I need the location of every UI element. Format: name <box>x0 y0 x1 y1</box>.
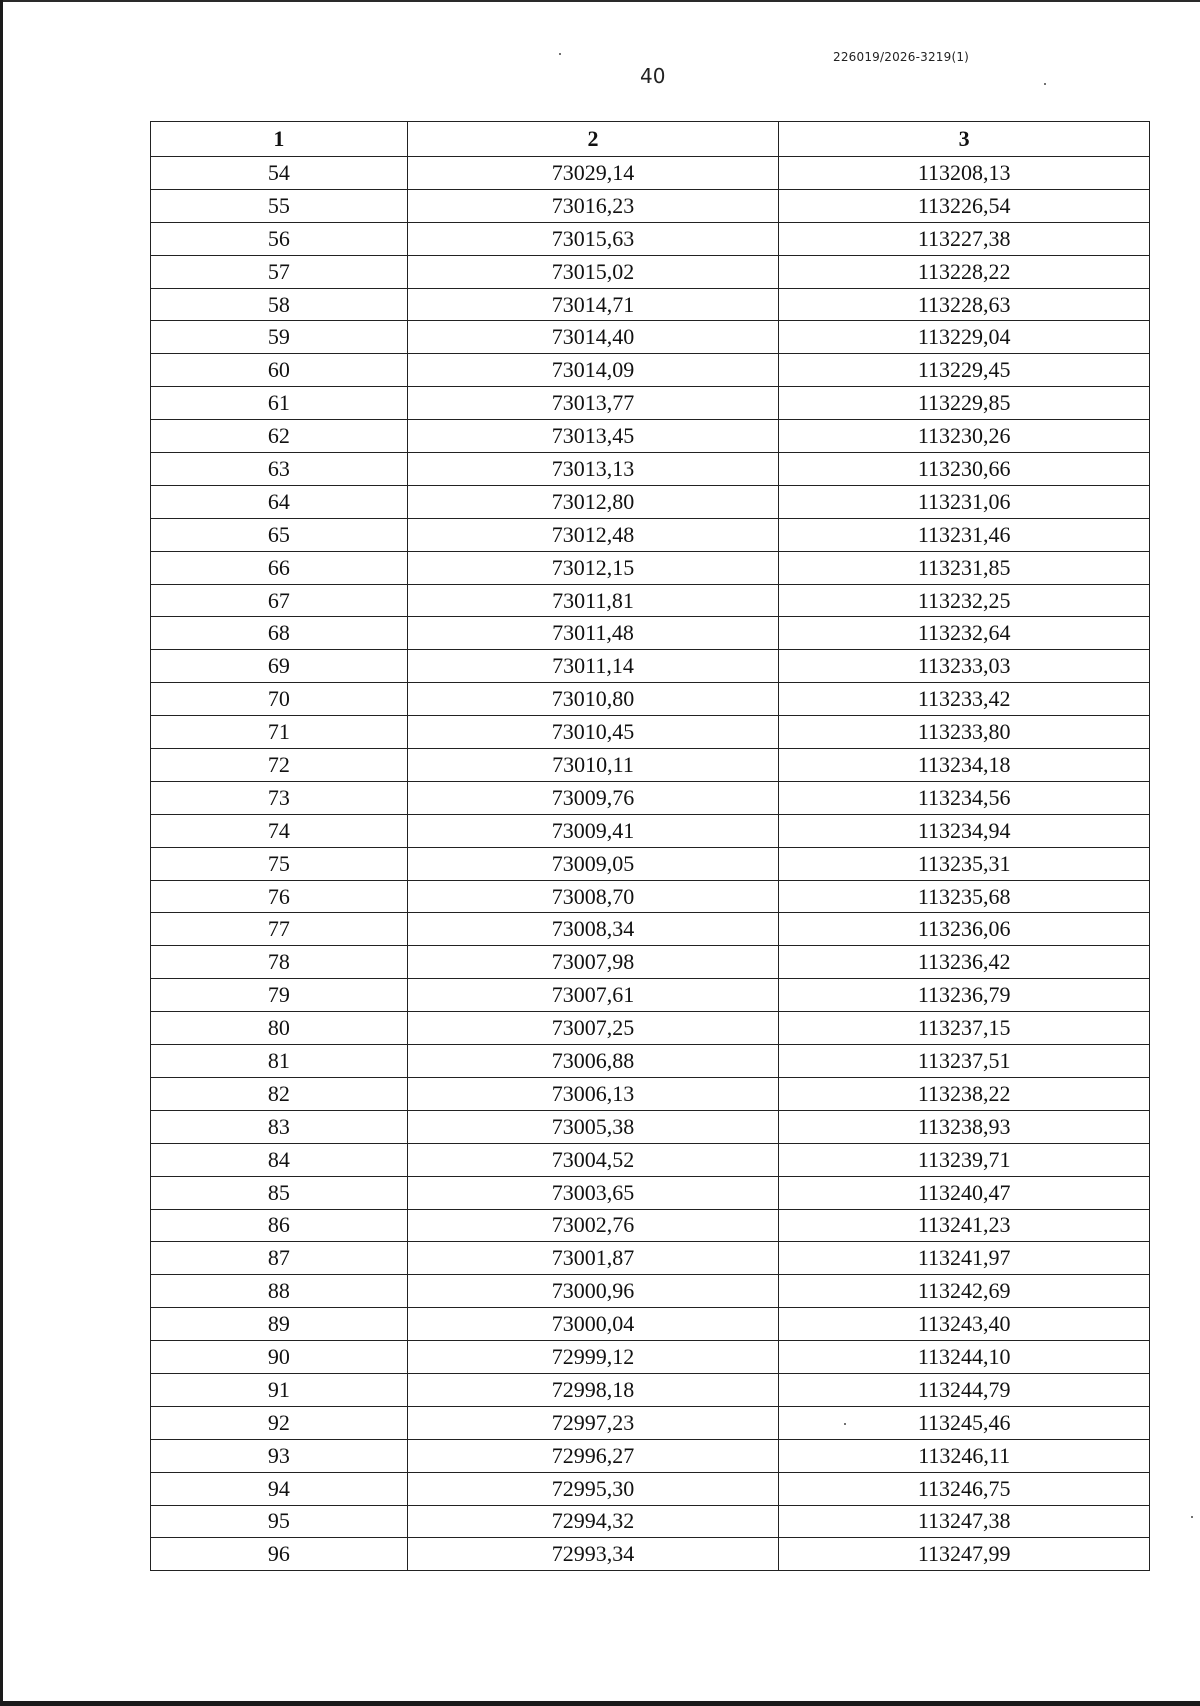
y-coordinate-cell: 113231,06 <box>779 485 1150 518</box>
x-coordinate-cell: 73013,45 <box>407 420 779 453</box>
point-number-cell: 57 <box>151 255 408 288</box>
y-coordinate-cell: 113246,11 <box>779 1439 1150 1472</box>
x-coordinate-cell: 72996,27 <box>407 1439 779 1472</box>
table-row <box>151 255 1150 288</box>
x-coordinate-cell: 73009,41 <box>407 814 779 847</box>
x-coordinate-cell: 72998,18 <box>407 1373 779 1406</box>
scan-speck <box>1191 1516 1193 1518</box>
x-coordinate-cell: 73009,05 <box>407 847 779 880</box>
y-coordinate-cell: 113228,63 <box>779 288 1150 321</box>
table-row <box>151 1176 1150 1209</box>
point-number-cell: 71 <box>151 716 408 749</box>
x-coordinate-cell: 72999,12 <box>407 1341 779 1374</box>
x-coordinate-cell: 73003,65 <box>407 1176 779 1209</box>
table-row <box>151 1505 1150 1538</box>
point-number-cell: 80 <box>151 1012 408 1045</box>
y-coordinate-cell: 113229,85 <box>779 387 1150 420</box>
table-row <box>151 222 1150 255</box>
table-row <box>151 551 1150 584</box>
point-number-cell: 83 <box>151 1110 408 1143</box>
point-number-cell: 69 <box>151 650 408 683</box>
y-coordinate-cell: 113247,38 <box>779 1505 1150 1538</box>
point-number-cell: 77 <box>151 913 408 946</box>
table-row <box>151 157 1150 190</box>
y-coordinate-cell: 113235,31 <box>779 847 1150 880</box>
point-number-cell: 64 <box>151 485 408 518</box>
y-coordinate-cell: 113236,42 <box>779 946 1150 979</box>
scan-top-edge <box>0 0 1200 2</box>
point-number-cell: 90 <box>151 1341 408 1374</box>
point-number-cell: 81 <box>151 1045 408 1078</box>
point-number-cell: 89 <box>151 1308 408 1341</box>
x-coordinate-cell: 73014,40 <box>407 321 779 354</box>
table-row <box>151 584 1150 617</box>
x-coordinate-cell: 73013,13 <box>407 453 779 486</box>
y-coordinate-cell: 113242,69 <box>779 1275 1150 1308</box>
point-number-cell: 88 <box>151 1275 408 1308</box>
point-number-cell: 58 <box>151 288 408 321</box>
x-coordinate-cell: 73008,70 <box>407 880 779 913</box>
x-coordinate-cell: 73002,76 <box>407 1209 779 1242</box>
x-coordinate-cell: 73004,52 <box>407 1143 779 1176</box>
y-coordinate-cell: 113234,56 <box>779 781 1150 814</box>
point-number-cell: 92 <box>151 1406 408 1439</box>
y-coordinate-cell: 113246,75 <box>779 1472 1150 1505</box>
table-row <box>151 683 1150 716</box>
y-coordinate-cell: 113229,04 <box>779 321 1150 354</box>
table-row <box>151 913 1150 946</box>
y-coordinate-cell: 113233,03 <box>779 650 1150 683</box>
x-coordinate-cell: 73015,63 <box>407 222 779 255</box>
y-coordinate-cell: 113228,22 <box>779 255 1150 288</box>
point-number-cell: 62 <box>151 420 408 453</box>
table-row <box>151 1242 1150 1275</box>
point-number-cell: 65 <box>151 518 408 551</box>
x-coordinate-cell: 73011,48 <box>407 617 779 650</box>
point-number-cell: 70 <box>151 683 408 716</box>
table-row <box>151 420 1150 453</box>
table-row <box>151 189 1150 222</box>
table-row <box>151 387 1150 420</box>
column-header: 3 <box>779 122 1150 157</box>
point-number-cell: 54 <box>151 157 408 190</box>
y-coordinate-cell: 113237,15 <box>779 1012 1150 1045</box>
x-coordinate-cell: 73005,38 <box>407 1110 779 1143</box>
y-coordinate-cell: 113241,23 <box>779 1209 1150 1242</box>
x-coordinate-cell: 73010,80 <box>407 683 779 716</box>
table-row <box>151 1406 1150 1439</box>
x-coordinate-cell: 73009,76 <box>407 781 779 814</box>
x-coordinate-cell: 73012,80 <box>407 485 779 518</box>
table-row <box>151 716 1150 749</box>
point-number-cell: 87 <box>151 1242 408 1275</box>
y-coordinate-cell: 113226,54 <box>779 189 1150 222</box>
x-coordinate-cell: 73008,34 <box>407 913 779 946</box>
x-coordinate-cell: 73007,61 <box>407 979 779 1012</box>
y-coordinate-cell: 113243,40 <box>779 1308 1150 1341</box>
table-row <box>151 749 1150 782</box>
x-coordinate-cell: 72993,34 <box>407 1538 779 1571</box>
x-coordinate-cell: 73007,98 <box>407 946 779 979</box>
table-row <box>151 781 1150 814</box>
table-row <box>151 617 1150 650</box>
table-row <box>151 1110 1150 1143</box>
table-row <box>151 1373 1150 1406</box>
table-row <box>151 1538 1150 1571</box>
point-number-cell: 85 <box>151 1176 408 1209</box>
point-number-cell: 86 <box>151 1209 408 1242</box>
x-coordinate-cell: 73012,48 <box>407 518 779 551</box>
x-coordinate-cell: 73015,02 <box>407 255 779 288</box>
y-coordinate-cell: 113237,51 <box>779 1045 1150 1078</box>
point-number-cell: 59 <box>151 321 408 354</box>
y-coordinate-cell: 113247,99 <box>779 1538 1150 1571</box>
table-row <box>151 979 1150 1012</box>
y-coordinate-cell: 113230,66 <box>779 453 1150 486</box>
point-number-cell: 79 <box>151 979 408 1012</box>
point-number-cell: 63 <box>151 453 408 486</box>
table-row <box>151 1012 1150 1045</box>
table-row <box>151 880 1150 913</box>
column-header: 1 <box>151 122 408 157</box>
x-coordinate-cell: 73014,71 <box>407 288 779 321</box>
table-row <box>151 288 1150 321</box>
point-number-cell: 68 <box>151 617 408 650</box>
x-coordinate-cell: 72995,30 <box>407 1472 779 1505</box>
x-coordinate-cell: 73001,87 <box>407 1242 779 1275</box>
x-coordinate-cell: 73007,25 <box>407 1012 779 1045</box>
x-coordinate-cell: 72994,32 <box>407 1505 779 1538</box>
x-coordinate-cell: 73016,23 <box>407 189 779 222</box>
page-number: 40 <box>640 64 666 88</box>
y-coordinate-cell: 113229,45 <box>779 354 1150 387</box>
table-row <box>151 1341 1150 1374</box>
y-coordinate-cell: 113231,46 <box>779 518 1150 551</box>
y-coordinate-cell: 113240,47 <box>779 1176 1150 1209</box>
table-row <box>151 1143 1150 1176</box>
table-row <box>151 1045 1150 1078</box>
y-coordinate-cell: 113230,26 <box>779 420 1150 453</box>
y-coordinate-cell: 113238,22 <box>779 1077 1150 1110</box>
point-number-cell: 84 <box>151 1143 408 1176</box>
y-coordinate-cell: 113236,79 <box>779 979 1150 1012</box>
point-number-cell: 56 <box>151 222 408 255</box>
point-number-cell: 74 <box>151 814 408 847</box>
point-number-cell: 73 <box>151 781 408 814</box>
y-coordinate-cell: 113234,18 <box>779 749 1150 782</box>
x-coordinate-cell: 73006,88 <box>407 1045 779 1078</box>
y-coordinate-cell: 113244,10 <box>779 1341 1150 1374</box>
point-number-cell: 60 <box>151 354 408 387</box>
table-row <box>151 1077 1150 1110</box>
point-number-cell: 55 <box>151 189 408 222</box>
table-row <box>151 1275 1150 1308</box>
x-coordinate-cell: 73010,11 <box>407 749 779 782</box>
x-coordinate-cell: 73010,45 <box>407 716 779 749</box>
table-row <box>151 814 1150 847</box>
x-coordinate-cell: 73014,09 <box>407 354 779 387</box>
table-row <box>151 321 1150 354</box>
y-coordinate-cell: 113233,42 <box>779 683 1150 716</box>
x-coordinate-cell: 73006,13 <box>407 1077 779 1110</box>
y-coordinate-cell: 113231,85 <box>779 551 1150 584</box>
coordinates-table <box>150 121 1150 1571</box>
point-number-cell: 96 <box>151 1538 408 1571</box>
x-coordinate-cell: 73000,96 <box>407 1275 779 1308</box>
table-row <box>151 1308 1150 1341</box>
point-number-cell: 82 <box>151 1077 408 1110</box>
table-row <box>151 650 1150 683</box>
table-body <box>151 157 1150 1571</box>
point-number-cell: 76 <box>151 880 408 913</box>
point-number-cell: 95 <box>151 1505 408 1538</box>
y-coordinate-cell: 113235,68 <box>779 880 1150 913</box>
x-coordinate-cell: 73000,04 <box>407 1308 779 1341</box>
table-row <box>151 1209 1150 1242</box>
x-coordinate-cell: 73029,14 <box>407 157 779 190</box>
y-coordinate-cell: 113244,79 <box>779 1373 1150 1406</box>
point-number-cell: 66 <box>151 551 408 584</box>
y-coordinate-cell: 113245,46 <box>779 1406 1150 1439</box>
column-header: 2 <box>407 122 779 157</box>
point-number-cell: 91 <box>151 1373 408 1406</box>
y-coordinate-cell: 113233,80 <box>779 716 1150 749</box>
y-coordinate-cell: 113232,64 <box>779 617 1150 650</box>
point-number-cell: 67 <box>151 584 408 617</box>
table-header-row <box>151 122 1150 157</box>
y-coordinate-cell: 113227,38 <box>779 222 1150 255</box>
scan-left-edge <box>0 0 3 1706</box>
document-code: 226019/2026-3219(1) <box>833 50 970 64</box>
y-coordinate-cell: 113241,97 <box>779 1242 1150 1275</box>
y-coordinate-cell: 113232,25 <box>779 584 1150 617</box>
y-coordinate-cell: 113238,93 <box>779 1110 1150 1143</box>
table-row <box>151 485 1150 518</box>
point-number-cell: 72 <box>151 749 408 782</box>
x-coordinate-cell: 73011,14 <box>407 650 779 683</box>
y-coordinate-cell: 113239,71 <box>779 1143 1150 1176</box>
point-number-cell: 75 <box>151 847 408 880</box>
scan-bottom-edge <box>0 1701 1200 1706</box>
point-number-cell: 61 <box>151 387 408 420</box>
x-coordinate-cell: 73012,15 <box>407 551 779 584</box>
table-row <box>151 1439 1150 1472</box>
table-row <box>151 518 1150 551</box>
point-number-cell: 78 <box>151 946 408 979</box>
table-row <box>151 453 1150 486</box>
table-row <box>151 847 1150 880</box>
point-number-cell: 94 <box>151 1472 408 1505</box>
scan-speck <box>1044 83 1046 85</box>
y-coordinate-cell: 113234,94 <box>779 814 1150 847</box>
x-coordinate-cell: 73013,77 <box>407 387 779 420</box>
y-coordinate-cell: 113208,13 <box>779 157 1150 190</box>
y-coordinate-cell: 113236,06 <box>779 913 1150 946</box>
point-number-cell: 93 <box>151 1439 408 1472</box>
table-row <box>151 354 1150 387</box>
scan-speck <box>559 53 561 55</box>
x-coordinate-cell: 72997,23 <box>407 1406 779 1439</box>
x-coordinate-cell: 73011,81 <box>407 584 779 617</box>
table-row <box>151 946 1150 979</box>
table-row <box>151 1472 1150 1505</box>
